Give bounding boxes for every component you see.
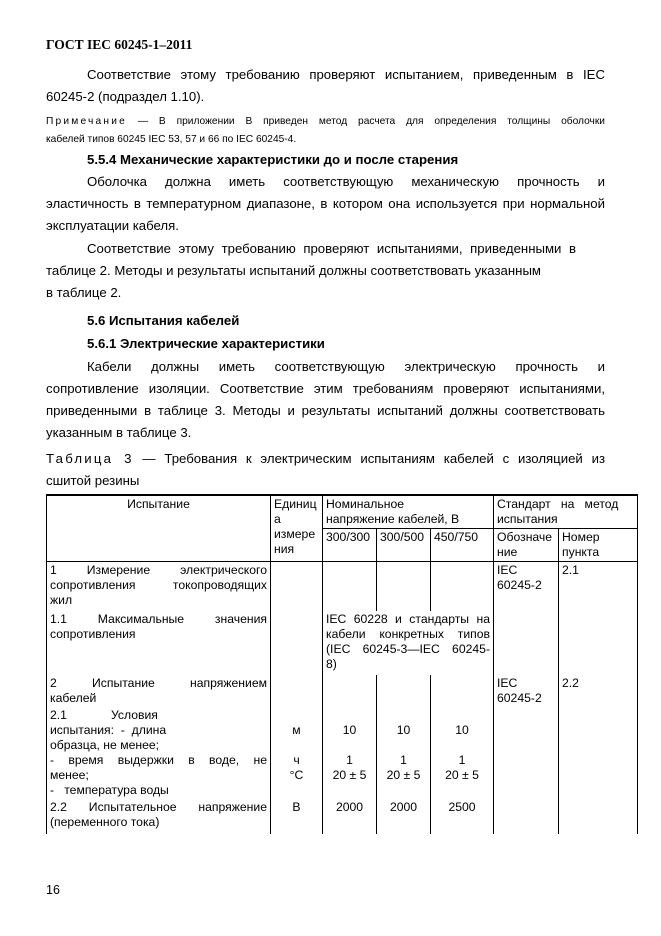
row-value-450-750: 2500: [431, 799, 494, 834]
header-designation: Обозначе ние: [494, 529, 559, 562]
row-values-300-500: 10 1 20 ± 5: [377, 707, 431, 799]
header-voltage-300-300: 300/300: [323, 529, 377, 562]
row-values-300-300: 10 1 20 ± 5: [323, 707, 377, 799]
table-row: [47, 799, 638, 834]
row-value-300-300: 2000: [323, 799, 377, 834]
table-header-row: [47, 495, 638, 529]
row-test-name: 2.1 Условия испытания: - длина образца, не менее; - время выдержки в воде, не менее; - температура воды: [47, 707, 271, 799]
header-item: Номер пункта: [559, 529, 638, 562]
header-voltage-300-500: 300/500: [377, 529, 431, 562]
paragraph-cables: Кабели должны иметь соответствующую электрическую прочность и сопротивление изоляции. Соответствие этим требованиям проверяют испытаниями, приведенными в таблице 3. Методы и результаты испытаний должны соответствовать указанным в таблице 3.: [46, 359, 605, 440]
header-voltage: Номинальное напряжение кабелей, В: [323, 495, 494, 529]
document-header: ГОСТ IEC 60245-1–2011: [46, 37, 193, 52]
row-item: 2.1: [559, 562, 638, 611]
table-row: [47, 675, 638, 707]
row-reference: IEC 60228 и стандарты на кабели конкретных типов (IEC 60245-3—IEC 60245- 8): [323, 611, 494, 675]
row-item: 2.2: [559, 675, 638, 707]
table-row: [47, 611, 638, 675]
row-unit: В: [271, 799, 323, 834]
note: Примечание — В приложении В приведен метод расчета для определения толщины оболочки кабелей типов 60245 IEC 53, 57 и 66 по IEC 60245-4.: [46, 116, 605, 145]
row-standard: IEC 60245-2: [494, 562, 559, 611]
table-row: [47, 707, 638, 799]
section-heading-5-6: 5.6 Испытания кабелей: [87, 313, 240, 328]
section-heading-5-5-4: 5.5.4 Механические характеристики до и после старения: [87, 152, 459, 167]
table-row: [47, 562, 638, 611]
row-test-name: 2 Испытание напряжением кабелей: [47, 675, 271, 707]
row-standard: IEC 60245-2: [494, 675, 559, 707]
header-unit: Единиц а измере ния: [271, 495, 323, 562]
row-test-name: 1 Измерение электрического сопротивления токопроводящих жил: [47, 562, 271, 611]
header-voltage-450-750: 450/750: [431, 529, 494, 562]
table-caption: Таблица 3 — Требования к электрическим испытаниям кабелей с изоляцией из сшитой резины: [46, 451, 605, 488]
row-values-450-750: 10 1 20 ± 5: [431, 707, 494, 799]
page-number: 16: [46, 883, 60, 897]
row-value-300-500: 2000: [377, 799, 431, 834]
row-units: м ч °C: [271, 707, 323, 799]
paragraph-compliance-1: Соответствие этому требованию проверяют испытанием, приведенным в IEC 60245-2 (подраздел 1.10).: [46, 67, 605, 104]
header-test: Испытание: [47, 495, 271, 562]
paragraph-compliance-2: Соответствие этому требованию проверяют испытаниями, приведенными в таблице 2. Методы и результаты испытаний должны соответствовать указанным в таблице 2.: [46, 241, 576, 300]
row-test-name: 2.2 Испытательное напряжение (переменного тока): [47, 799, 271, 834]
row-test-name: 1.1 Максимальные значения сопротивления: [47, 611, 271, 675]
section-heading-5-6-1: 5.6.1 Электрические характеристики: [87, 336, 325, 351]
table-3: [46, 494, 638, 834]
paragraph-sheath: Оболочка должна иметь соответствующую механическую прочность и эластичность в температурном диапазоне, в котором она используется при нормальной эксплуатации кабеля.: [46, 174, 605, 233]
header-standard: Стандарт на метод испытания: [494, 495, 638, 529]
